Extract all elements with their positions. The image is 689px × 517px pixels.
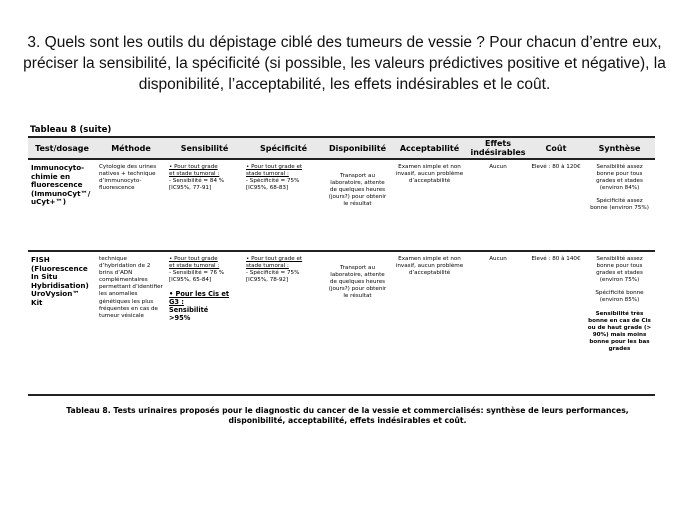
test-name: Immunocyto-chimie en fluorescence (ImmunoCyt™/ uCyt+™) bbox=[28, 159, 96, 251]
synthesis bbox=[584, 251, 655, 395]
sensitivity-value: - Sensibilité = 76 % bbox=[169, 270, 225, 277]
availability-text: Transport au laboratoire, attente de quelques heures (jours?) pour obtenir le résultat bbox=[328, 173, 387, 208]
sensitivity-scope: • Pour tout grade bbox=[169, 256, 218, 262]
availability bbox=[324, 251, 391, 395]
specificity-ci: [IC95%, 78-92] bbox=[246, 277, 289, 284]
header-methode: Méthode bbox=[96, 137, 166, 159]
specificity-scope: • Pour tout grade et bbox=[246, 164, 303, 170]
table-row bbox=[28, 251, 655, 395]
header-disponibilite: Disponibilité bbox=[324, 137, 391, 159]
synthesis-item: Spécificité bonne (environ 85%) bbox=[595, 290, 644, 304]
header-effets: Effets indésirables bbox=[468, 137, 528, 159]
table-title: Tableau 8 (suite) bbox=[30, 125, 112, 135]
sensitivity-ci: [IC95%, 65-84] bbox=[169, 277, 212, 284]
header-synthese: Synthèse bbox=[584, 137, 655, 159]
screening-table bbox=[28, 136, 655, 396]
specificity-scope: • Pour tout grade et bbox=[246, 256, 303, 262]
acceptability: Examen simple et non invasif, aucun problème d’acceptabilité bbox=[391, 251, 468, 395]
specificity-scope-2: stade tumoral : bbox=[246, 263, 289, 270]
side-effects: Aucun bbox=[468, 251, 528, 395]
synthesis-item: Sensibilité très bonne en cas de Cis ou de haut grade (> 90%) mais moins bonne pour les bas grades bbox=[587, 310, 652, 353]
specificity bbox=[243, 251, 324, 395]
acceptability: Examen simple et non invasif, aucun problème d’acceptabilité bbox=[391, 159, 468, 251]
specificity-ci: [IC95%, 68-83] bbox=[246, 185, 289, 192]
specificity-value: - Spécificité = 75% bbox=[246, 178, 300, 185]
side-effects: Aucun bbox=[468, 159, 528, 251]
method: technique d’hybridation de 2 brins d’ADN complémentaires permettant d’identifier les anomalies génétiques les plus fréquentes en cas de tumeur vésicale bbox=[96, 251, 166, 395]
header-cout: Coût bbox=[528, 137, 584, 159]
header-acceptabilite: Acceptabilité bbox=[391, 137, 468, 159]
sensitivity bbox=[166, 251, 243, 395]
specificity bbox=[243, 159, 324, 251]
specificity-value: - Spécificité = 75% bbox=[246, 270, 300, 277]
synthesis-item: Sensibilité assez bonne pour tous grades et stades (environ 75%) bbox=[596, 256, 643, 284]
synthesis-item: Spécificité assez bonne (environ 75%) bbox=[590, 198, 649, 212]
availability-text: Transport au laboratoire, attente de quelques heures (jours?) pour obtenir le résultat bbox=[328, 265, 387, 300]
sensitivity bbox=[166, 159, 243, 251]
test-name: FISH (Fluorescence In Situ Hybridisation) UroVysion™ Kit bbox=[28, 251, 96, 395]
sensitivity-scope-2: et stade tumoral : bbox=[169, 171, 220, 178]
sensitivity-subgroup-value: >95% bbox=[169, 314, 191, 323]
sensitivity-subgroup-2: G3 : bbox=[169, 298, 184, 307]
sensitivity-value: - Sensibilité = 84 % bbox=[169, 178, 225, 185]
slide-question: 3. Quels sont les outils du dépistage ciblé des tumeurs de vessie ? Pour chacun d’entre eux, préciser la sensibilité, la spécificité (si possible, les valeurs prédictives positive et négative), la disponibilité, l’acceptabilité, les effets indésirables et le coût. bbox=[23, 34, 666, 93]
header-sensibilite: Sensibilité bbox=[166, 137, 243, 159]
sensitivity-ci: [IC95%, 77-91] bbox=[169, 185, 212, 192]
specificity-scope-2: stade tumoral : bbox=[246, 171, 289, 178]
availability bbox=[324, 159, 391, 251]
header-specificite: Spécificité bbox=[243, 137, 324, 159]
sensitivity-subgroup: • Pour les Cis et bbox=[169, 290, 230, 299]
table-header-row bbox=[28, 137, 655, 159]
synthesis bbox=[584, 159, 655, 251]
cost: Elevé : 80 à 140€ bbox=[528, 251, 584, 395]
sensitivity-subgroup-label: Sensibilité bbox=[169, 306, 209, 315]
table-caption: Tableau 8. Tests urinaires proposés pour le diagnostic du cancer de la vessie et commercialisés: synthèse de leurs performances, disponibilité, acceptabilité, effets indésirables et coût. bbox=[66, 406, 629, 425]
sensitivity-scope: • Pour tout grade bbox=[169, 164, 218, 170]
method: Cytologie des urines natives + technique d’immunocyto-fluorescence bbox=[96, 159, 166, 251]
cost: Elevé : 80 à 120€ bbox=[528, 159, 584, 251]
header-test: Test/dosage bbox=[28, 137, 96, 159]
table-row bbox=[28, 159, 655, 251]
synthesis-item: Sensibilité assez bonne pour tous grades et stades (environ 84%) bbox=[596, 164, 643, 192]
sensitivity-scope-2: et stade tumoral : bbox=[169, 263, 220, 270]
